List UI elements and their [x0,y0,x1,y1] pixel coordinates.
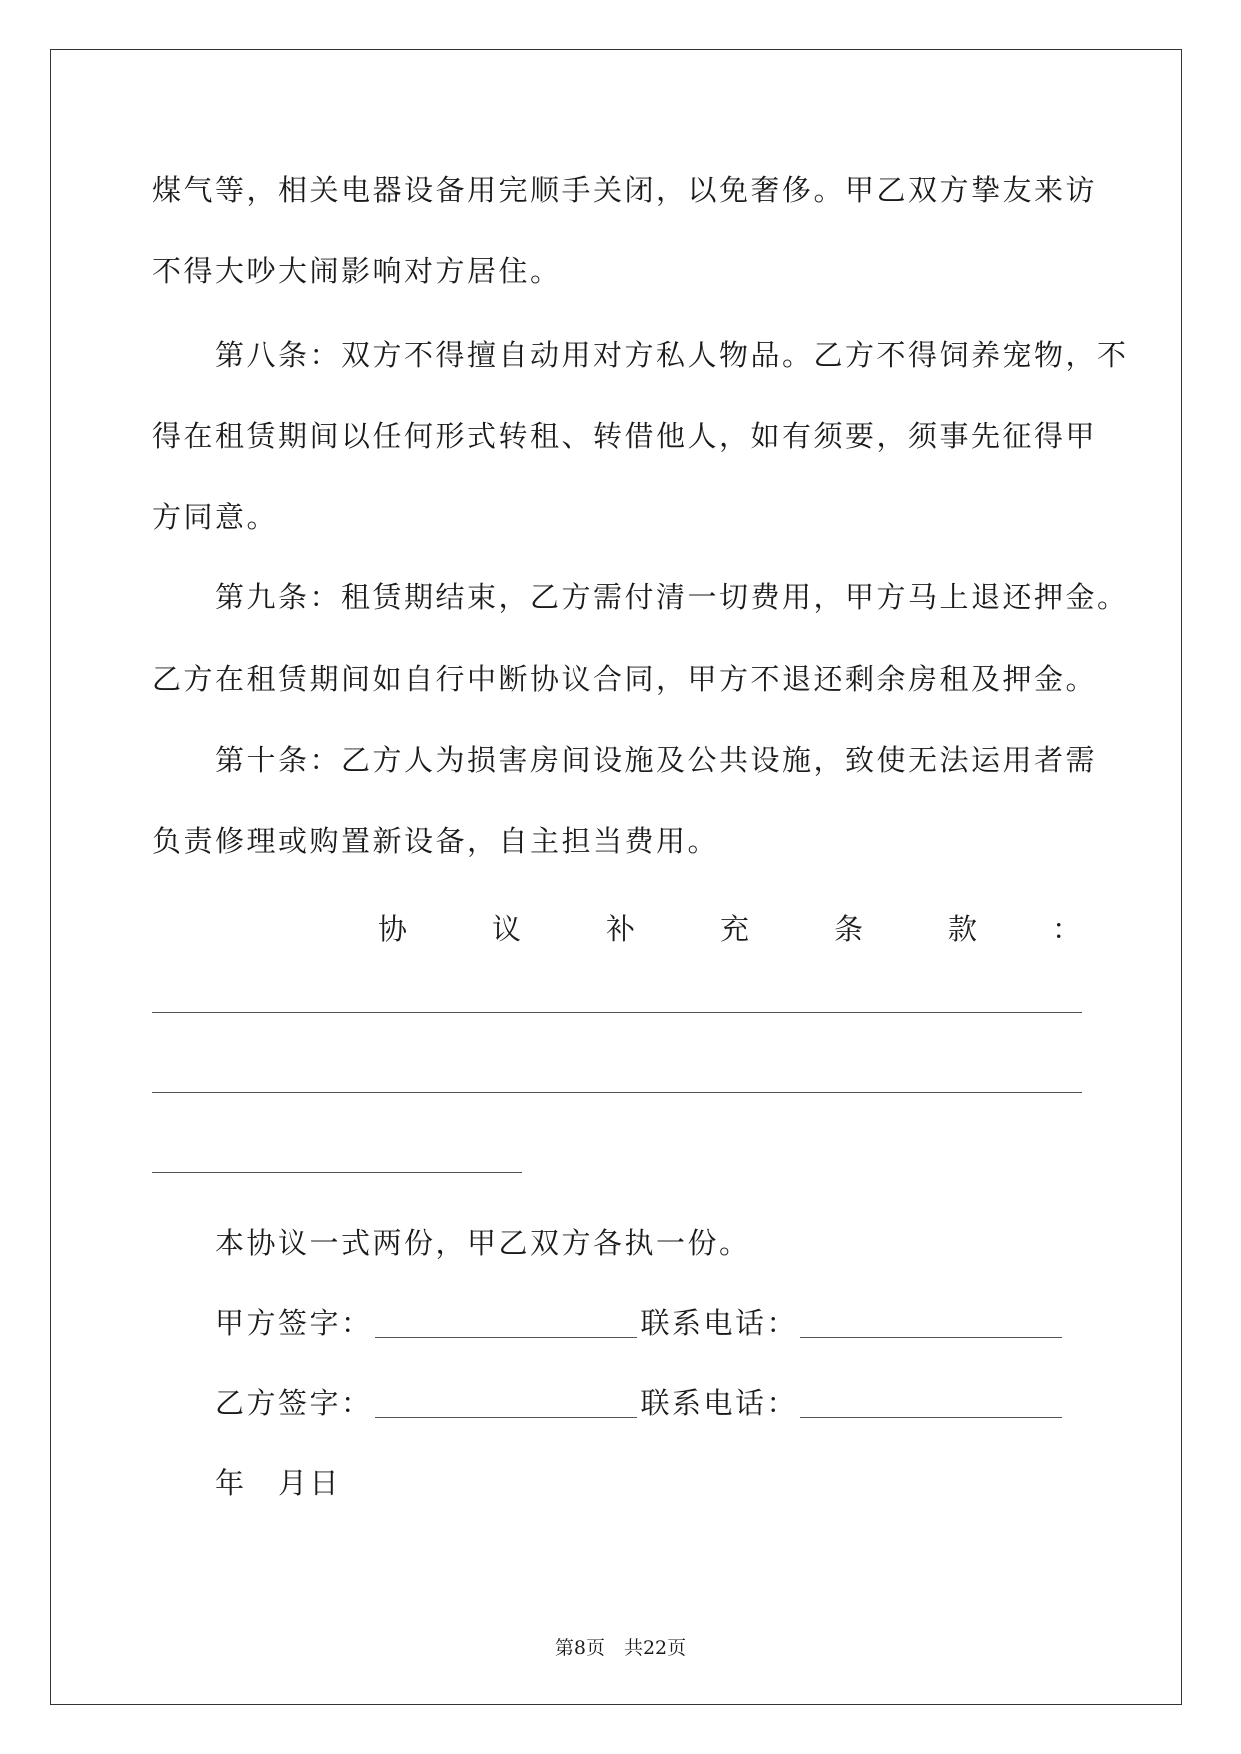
party-a-phone-blank[interactable] [800,1309,1062,1338]
party-b-phone-blank[interactable] [800,1389,1062,1418]
closing-statement: 本协议一式两份，甲乙双方各执一份。 [215,1226,751,1260]
body-line: 方同意。 [152,500,279,534]
heading-char: ： [1052,912,1082,946]
party-a-signature-label: 甲方签字： [215,1306,373,1340]
heading-char: 条 [834,912,864,946]
heading-char: 协 [378,912,408,946]
fill-in-line [152,1012,1082,1013]
party-b-signature-label: 乙方签字： [215,1386,373,1420]
party-a-signature-row [215,1306,1066,1340]
supplementary-terms-heading [0,907,1241,947]
body-line: 负责修理或购置新设备，自主担当费用。 [152,824,720,858]
heading-char: 议 [492,912,522,946]
body-line: 得在租赁期间以任何形式转租、转借他人，如有须要，须事先征得甲 [152,419,1098,453]
party-b-signature-blank[interactable] [375,1389,637,1418]
article-8-line: 第八条：双方不得擅自动用对方私人物品。乙方不得饲养宠物，不 [215,338,1129,372]
article-9-line: 第九条：租赁期结束，乙方需付清一切费用，甲方马上退还押金。 [215,580,1129,614]
body-line: 煤气等，相关电器设备用完顺手关闭，以免奢侈。甲乙双方挚友来访 [152,173,1098,207]
party-a-signature-blank[interactable] [375,1309,637,1338]
fill-in-line [152,1092,1082,1093]
fill-in-line [152,1172,522,1173]
heading-char: 充 [720,912,750,946]
date-line: 年 月日 [215,1466,342,1500]
party-b-signature-row [215,1386,1066,1420]
page-frame [50,49,1182,1705]
heading-char: 款 [948,912,978,946]
party-b-phone-label: 联系电话： [640,1386,799,1420]
body-line: 乙方在租赁期间如自行中断协议合同，甲方不退还剩余房租及押金。 [152,662,1098,696]
page-number-footer: 第8页 共22页 [554,1637,687,1659]
body-line: 不得大吵大闹影响对方居住。 [152,254,562,288]
party-a-phone-label: 联系电话： [640,1306,799,1340]
heading-char: 补 [606,912,636,946]
article-10-line: 第十条：乙方人为损害房间设施及公共设施，致使无法运用者需 [215,743,1098,777]
